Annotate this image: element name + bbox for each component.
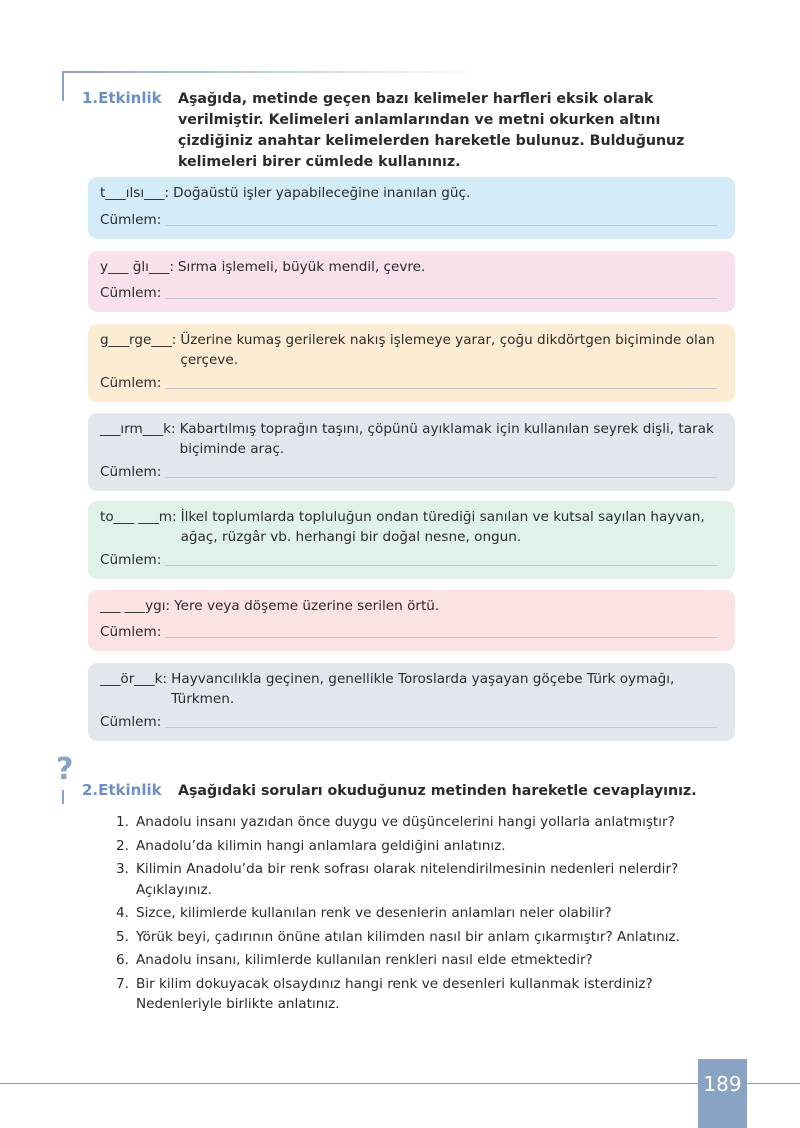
word-box-5 <box>88 501 735 579</box>
word-meaning: Yere veya döşeme üzerine serilen örtü. <box>174 598 440 614</box>
question-mark-icon: ? <box>56 752 74 787</box>
list-item <box>116 974 726 1015</box>
word-term: g___rge___: <box>100 332 177 348</box>
word-meaning: Sırma işlemeli, büyük mendil, çevre. <box>177 259 426 275</box>
question-number: 6. <box>116 952 129 968</box>
question-number: 4. <box>116 905 129 921</box>
sentence-write-line[interactable] <box>165 636 717 638</box>
question-number: 1. <box>116 814 129 830</box>
activity1-frame-top <box>62 71 482 73</box>
question-text: Sizce, kilimlerde kullanılan renk ve desenlerin anlamları neler olabilir? <box>136 905 612 921</box>
question-text: Anadolu insanı yazıdan önce duygu ve düşüncelerini hangi yollarla anlatmıştır? <box>136 814 675 830</box>
word-term: to___ ___m: <box>100 509 177 525</box>
word-term: t___ılsı___: <box>100 185 170 201</box>
question-list <box>116 812 726 1018</box>
page-number: 189 <box>698 1059 747 1128</box>
sentence-label: Cümlem: <box>100 464 162 480</box>
word-term: ___ırm___k: <box>100 421 176 437</box>
page-footer-rule <box>0 1083 800 1084</box>
sentence-write-line[interactable] <box>165 564 717 566</box>
word-term: ___ör___k: <box>100 671 168 687</box>
question-number: 3. <box>116 861 129 877</box>
word-term: ___ ___ygı: <box>100 598 171 614</box>
activity1-label: 1.Etkinlik <box>82 89 162 107</box>
question-text: Kilimin Anadolu’da bir renk sofrası olarak nitelendirilmesinin nedenleri nelerdir? Açıklayınız. <box>136 861 679 898</box>
sentence-write-line[interactable] <box>165 297 717 299</box>
word-box-1 <box>88 177 735 239</box>
activity2-instructions: Aşağıdaki soruları okuduğunuz metinden hareketle cevaplayınız. <box>178 783 697 799</box>
sentence-write-line[interactable] <box>165 726 717 728</box>
list-item <box>116 903 726 924</box>
activity1-instructions: Aşağıda, metinde geçen bazı kelimeler harfleri eksik olarak verilmiştir. Kelimeleri anlamlarından ve metni okurken altını çizdiğiniz anahtar kelimelerden hareketle bulunuz. Bulduğunuz kelimeleri birer cümlede kullanınız. <box>178 91 685 170</box>
list-item <box>116 927 726 948</box>
sentence-label: Cümlem: <box>100 212 162 228</box>
word-term: y___ ğlı___: <box>100 259 174 275</box>
question-text: Anadolu’da kilimin hangi anlamlara geldiğini anlatınız. <box>136 837 506 854</box>
sentence-write-line[interactable] <box>165 224 717 226</box>
sentence-label: Cümlem: <box>100 714 162 730</box>
word-meaning: Kabartılmış toprağın taşını, çöpünü ayıklamak için kullanılan seyrek dişli, tarak biçiminde araç. <box>179 421 714 457</box>
list-item <box>116 836 726 857</box>
question-number: 7. <box>116 975 129 992</box>
sentence-write-line[interactable] <box>165 387 717 389</box>
word-box-7 <box>88 663 735 741</box>
question-number: 2. <box>116 837 129 854</box>
list-item <box>116 812 726 833</box>
sentence-label: Cümlem: <box>100 552 162 568</box>
sentence-label: Cümlem: <box>100 375 162 391</box>
activity2-frame-left <box>62 790 64 804</box>
list-item <box>116 950 726 971</box>
question-text: Yörük beyi, çadırının önüne atılan kilimden nasıl bir anlam çıkarmıştır? Anlatınız. <box>136 928 680 945</box>
word-box-2 <box>88 251 735 312</box>
word-meaning: Hayvancılıkla geçinen, genellikle Toroslarda yaşayan göçebe Türk oymağı, Türkmen. <box>171 671 675 707</box>
word-meaning: Doğaüstü işler yapabileceğine inanılan güç. <box>173 185 471 201</box>
question-text: Anadolu insanı, kilimlerde kullanılan renkleri nasıl elde etmektedir? <box>136 952 593 968</box>
word-box-4 <box>88 413 735 491</box>
question-number: 5. <box>116 928 129 945</box>
list-item <box>116 859 726 900</box>
activity2-label: 2.Etkinlik <box>82 781 162 799</box>
word-meaning: Üzerine kumaş gerilerek nakış işlemeye yarar, çoğu dikdörtgen biçiminde olan çerçeve. <box>180 332 715 368</box>
sentence-label: Cümlem: <box>100 285 162 301</box>
word-box-6 <box>88 590 735 651</box>
sentence-label: Cümlem: <box>100 624 162 640</box>
activity1-frame-left <box>62 71 64 101</box>
question-text: Bir kilim dokuyacak olsaydınız hangi renk ve desenleri kullanmak isterdiniz? Nedenleriyle birlikte anlatınız. <box>136 975 653 1012</box>
word-box-3 <box>88 324 735 402</box>
sentence-write-line[interactable] <box>165 476 717 478</box>
word-meaning: İlkel toplumlarda topluluğun ondan türediği sanılan ve kutsal sayılan hayvan, ağaç, rüzgâr vb. herhangi bir doğal nesne, ongun. <box>180 509 705 545</box>
